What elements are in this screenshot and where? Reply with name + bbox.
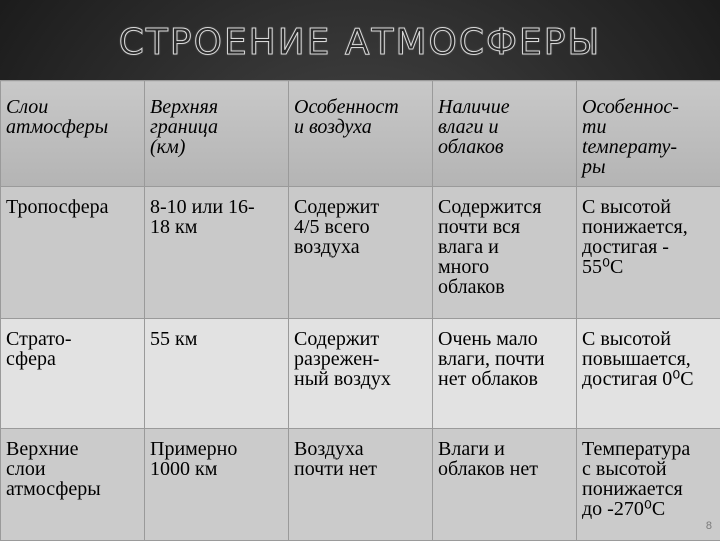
table-cell: С высотой повышается, достигая 0⁰С bbox=[577, 319, 720, 429]
table-cell: 8-10 или 16- 18 км bbox=[145, 187, 289, 319]
page-number: 8 bbox=[706, 520, 712, 532]
table-cell: Содержит 4/5 всего воздуха bbox=[289, 187, 433, 319]
table-cell: 55 км bbox=[145, 319, 289, 429]
table-cell: Влаги и облаков нет bbox=[433, 429, 577, 541]
slide-title: СТРОЕНИЕ АТМОСФЕРЫ bbox=[0, 22, 720, 63]
table-cell: Очень мало влаги, почти нет облаков bbox=[433, 319, 577, 429]
table-cell: С высотой понижается, достигая - 55⁰С bbox=[577, 187, 720, 319]
table-cell: Воздуха почти нет bbox=[289, 429, 433, 541]
table-cell: Страто- сфера bbox=[1, 319, 145, 429]
header-cell: Слои атмосферы bbox=[1, 81, 145, 187]
table-cell: Верхние слои атмосферы bbox=[1, 429, 145, 541]
table-row bbox=[1, 429, 720, 541]
atmosphere-table bbox=[0, 80, 720, 541]
header-cell: Верхняя граница (км) bbox=[145, 81, 289, 187]
table-cell: Температура с высотой понижается до -270⁰С bbox=[577, 429, 720, 541]
header-cell: Особенност и воздуха bbox=[289, 81, 433, 187]
table-row bbox=[1, 187, 720, 319]
table-cell: Содержит разрежен- ный воздух bbox=[289, 319, 433, 429]
header-cell: Особеннос- ти tемперату- ры bbox=[577, 81, 720, 187]
table-cell: Тропосфера bbox=[1, 187, 145, 319]
table-cell: Примерно 1000 км bbox=[145, 429, 289, 541]
table-header-row bbox=[1, 81, 720, 187]
table-row bbox=[1, 319, 720, 429]
table-cell: Содержится почти вся влага и много облаков bbox=[433, 187, 577, 319]
header-cell: Наличие влаги и облаков bbox=[433, 81, 577, 187]
